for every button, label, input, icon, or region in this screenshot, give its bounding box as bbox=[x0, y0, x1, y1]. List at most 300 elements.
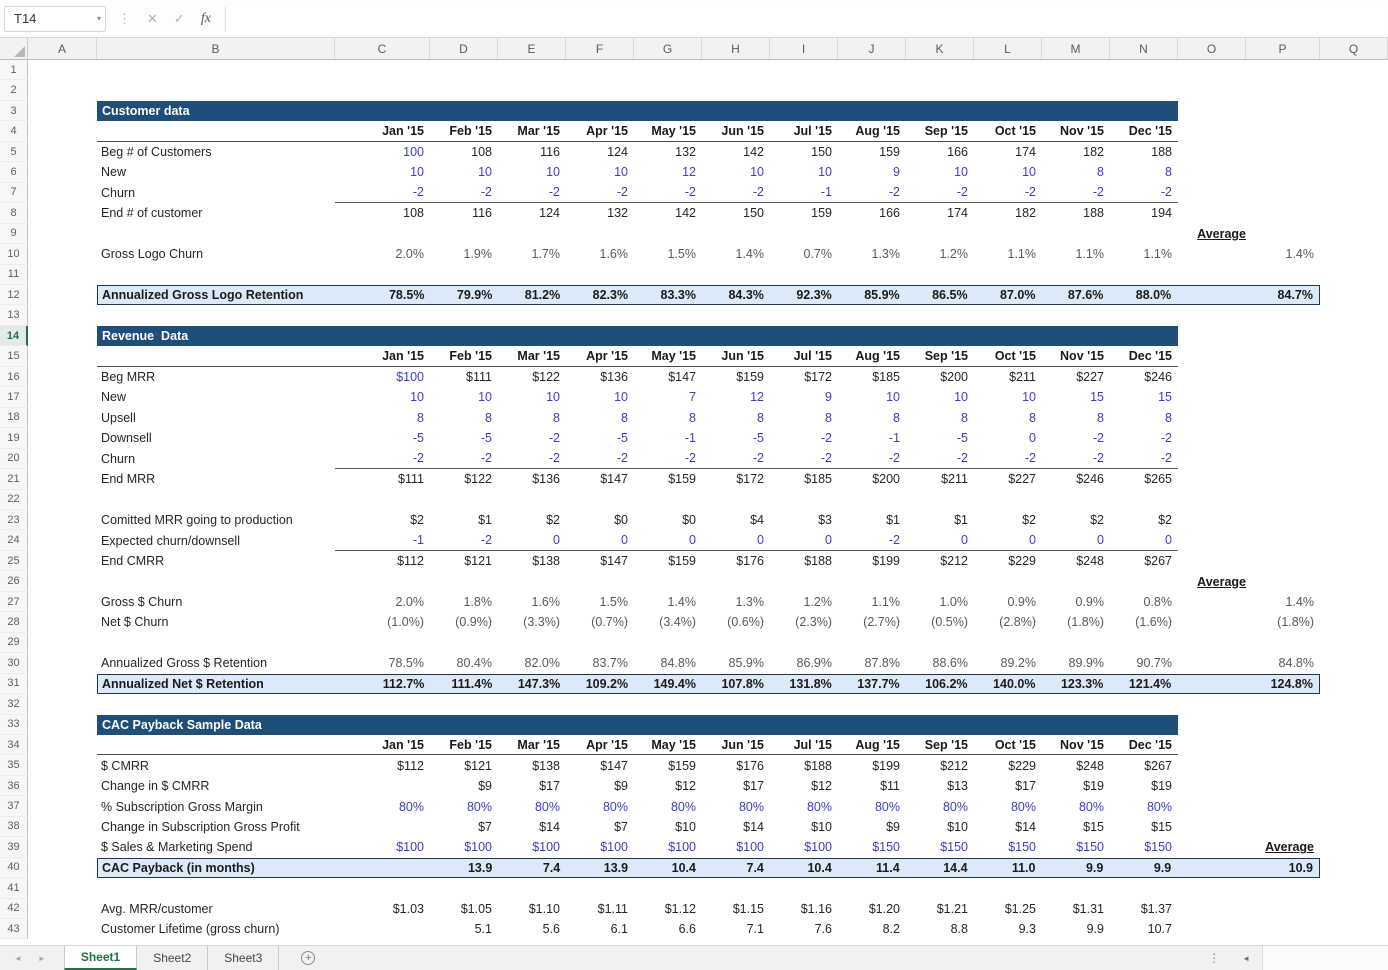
cell[interactable]: 9 bbox=[825, 390, 832, 405]
confirm-icon[interactable]: ✓ bbox=[173, 10, 185, 26]
cell[interactable]: 116 bbox=[540, 145, 560, 160]
cell[interactable]: 1.2% bbox=[803, 595, 832, 609]
cell[interactable]: $227 bbox=[1076, 370, 1104, 385]
row-header-24[interactable]: 24 bbox=[0, 530, 28, 550]
row-header-4[interactable]: 4 bbox=[0, 121, 28, 141]
cell-empty[interactable] bbox=[28, 305, 97, 325]
cell[interactable]: 82.3% bbox=[592, 288, 629, 303]
row-label[interactable]: End # of customer bbox=[101, 206, 203, 221]
cell[interactable]: $1.31 bbox=[1072, 901, 1104, 916]
cell[interactable]: 80% bbox=[466, 799, 492, 814]
cell[interactable]: 10 bbox=[750, 165, 764, 180]
cell[interactable]: -2 bbox=[430, 530, 498, 550]
cell[interactable]: -2 bbox=[906, 449, 974, 469]
row-header-1[interactable]: 1 bbox=[0, 60, 28, 80]
average-cell[interactable]: 1.4% bbox=[1285, 595, 1314, 609]
cell[interactable]: 1.1% bbox=[871, 595, 900, 609]
cell-empty[interactable] bbox=[28, 817, 97, 837]
cell[interactable]: 84.3% bbox=[728, 288, 764, 303]
cell-empty[interactable] bbox=[28, 592, 97, 612]
cell[interactable] bbox=[335, 919, 430, 939]
cell[interactable] bbox=[336, 859, 431, 877]
row-header-13[interactable]: 13 bbox=[0, 305, 28, 325]
cell-empty[interactable] bbox=[28, 490, 97, 510]
cell[interactable]: 9.9 bbox=[1085, 860, 1104, 875]
average-cell[interactable]: (1.8%) bbox=[1277, 615, 1314, 630]
cell[interactable]: -2 bbox=[1160, 431, 1172, 446]
cell[interactable]: $4 bbox=[750, 513, 764, 528]
column-header-h[interactable]: H bbox=[702, 38, 770, 59]
cell[interactable]: $14 bbox=[539, 819, 560, 834]
cell[interactable]: 0 bbox=[634, 530, 702, 550]
average-cell[interactable] bbox=[1246, 510, 1320, 530]
row-header-33[interactable]: 33 bbox=[0, 715, 28, 735]
cell[interactable]: -2 bbox=[566, 449, 634, 469]
cell[interactable]: 109.2% bbox=[585, 676, 629, 691]
sheet-nav-left-icon[interactable]: ◄ bbox=[14, 953, 22, 963]
cell-empty[interactable] bbox=[28, 326, 97, 346]
cell[interactable]: -1 bbox=[684, 431, 696, 446]
cell[interactable]: -2 bbox=[1042, 449, 1110, 469]
cell[interactable]: $185 bbox=[872, 370, 900, 385]
cell[interactable]: 7 bbox=[689, 390, 696, 405]
cell[interactable]: 1.9% bbox=[463, 247, 492, 262]
cell[interactable]: -5 bbox=[480, 431, 492, 446]
cell[interactable]: 88.6% bbox=[932, 656, 968, 671]
row-label[interactable]: Change in Subscription Gross Profit bbox=[101, 819, 300, 834]
cell[interactable]: 6.6 bbox=[678, 922, 696, 937]
cell[interactable]: 80% bbox=[874, 799, 900, 814]
cell[interactable]: 9.9 bbox=[1153, 860, 1172, 875]
average-cell[interactable] bbox=[1246, 469, 1320, 489]
cell[interactable]: 150 bbox=[743, 206, 764, 221]
cell[interactable]: 87.6% bbox=[1067, 288, 1104, 303]
cell[interactable]: $7 bbox=[478, 819, 492, 834]
cell-empty[interactable] bbox=[1178, 244, 1246, 264]
cell[interactable]: $100 bbox=[396, 370, 424, 385]
cell[interactable]: $9 bbox=[478, 779, 492, 794]
row-header-9[interactable]: 9 bbox=[0, 224, 28, 244]
cell[interactable]: 1.1% bbox=[1143, 247, 1172, 262]
cell-empty[interactable] bbox=[28, 101, 97, 121]
cell[interactable]: $100 bbox=[736, 840, 764, 855]
cell-empty[interactable] bbox=[28, 224, 97, 244]
sheet-tab-sheet1[interactable]: Sheet1 bbox=[64, 946, 137, 970]
cell[interactable]: $176 bbox=[736, 554, 764, 569]
cell-empty[interactable] bbox=[1177, 859, 1245, 877]
cell[interactable]: 5.1 bbox=[474, 922, 492, 937]
cell[interactable]: 86.5% bbox=[932, 288, 968, 303]
cell[interactable]: $13 bbox=[947, 779, 968, 794]
cell[interactable]: $2 bbox=[410, 513, 424, 528]
average-cell[interactable] bbox=[1246, 530, 1320, 550]
cell-empty[interactable] bbox=[1178, 367, 1246, 387]
cell[interactable]: 10 bbox=[1022, 165, 1036, 180]
cell[interactable]: $246 bbox=[1076, 472, 1104, 487]
cell[interactable]: 142 bbox=[675, 206, 696, 221]
cell[interactable]: (0.9%) bbox=[455, 615, 492, 630]
cell-empty[interactable] bbox=[28, 121, 97, 141]
cell-empty[interactable] bbox=[97, 571, 1178, 591]
cell-empty[interactable] bbox=[1178, 817, 1246, 837]
cell-empty[interactable] bbox=[28, 878, 97, 898]
row-header-30[interactable]: 30 bbox=[0, 653, 28, 673]
cell[interactable]: (0.6%) bbox=[727, 615, 764, 630]
cell[interactable]: 7.6 bbox=[814, 922, 832, 937]
column-header-n[interactable]: N bbox=[1110, 38, 1178, 59]
cell[interactable]: $112 bbox=[397, 758, 424, 773]
cell[interactable]: 11.4 bbox=[876, 860, 900, 875]
average-cell[interactable] bbox=[1246, 796, 1320, 816]
cell[interactable]: $1.16 bbox=[800, 901, 832, 916]
cell-empty[interactable] bbox=[28, 571, 97, 591]
cell[interactable]: 10.4 bbox=[807, 860, 832, 875]
cell[interactable]: $1.03 bbox=[392, 901, 424, 916]
cell[interactable]: $211 bbox=[1009, 370, 1036, 385]
row-header-41[interactable]: 41 bbox=[0, 878, 28, 898]
cell[interactable]: 12 bbox=[750, 390, 764, 405]
cell-empty[interactable] bbox=[28, 80, 97, 100]
cell[interactable]: (1.0%) bbox=[387, 615, 424, 630]
cell[interactable]: 13.9 bbox=[467, 860, 493, 875]
cell[interactable]: 8 bbox=[961, 410, 968, 425]
cell[interactable]: 89.2% bbox=[1000, 656, 1036, 671]
cell[interactable]: 10.7 bbox=[1147, 922, 1172, 937]
row-label[interactable]: % Subscription Gross Margin bbox=[101, 799, 263, 814]
cell[interactable]: $9 bbox=[614, 779, 628, 794]
cell[interactable]: 1.6% bbox=[531, 595, 560, 609]
cell[interactable]: 79.9% bbox=[456, 288, 493, 303]
row-header-34[interactable]: 34 bbox=[0, 735, 28, 755]
column-header-k[interactable]: K bbox=[906, 38, 974, 59]
row-header-7[interactable]: 7 bbox=[0, 183, 28, 203]
cell[interactable]: 0 bbox=[702, 530, 770, 550]
cell[interactable]: $1 bbox=[478, 513, 492, 528]
cell[interactable]: $1.12 bbox=[664, 901, 696, 916]
cell[interactable]: 92.3% bbox=[796, 288, 832, 303]
cell[interactable]: -2 bbox=[702, 183, 770, 203]
cell[interactable]: $100 bbox=[464, 840, 492, 855]
cell[interactable]: 8 bbox=[825, 410, 832, 425]
cell[interactable]: $176 bbox=[736, 758, 764, 773]
cell[interactable]: $12 bbox=[675, 779, 696, 794]
average-cell[interactable] bbox=[1246, 449, 1320, 469]
cell[interactable]: $121 bbox=[464, 554, 492, 569]
cell[interactable]: 10 bbox=[954, 390, 968, 405]
cell[interactable]: 1.5% bbox=[599, 595, 628, 609]
row-header-16[interactable]: 16 bbox=[0, 367, 28, 387]
row-header-11[interactable]: 11 bbox=[0, 265, 28, 285]
average-cell[interactable] bbox=[1246, 817, 1320, 837]
cell[interactable]: -2 bbox=[838, 530, 906, 550]
row-header-29[interactable]: 29 bbox=[0, 633, 28, 653]
average-cell[interactable]: 84.8% bbox=[1278, 656, 1314, 671]
resize-dots-icon[interactable]: ⋮ bbox=[1208, 951, 1221, 965]
cell[interactable]: $2 bbox=[1090, 513, 1104, 528]
cell[interactable]: 8 bbox=[553, 410, 560, 425]
cell[interactable]: 10 bbox=[410, 390, 424, 405]
sheet-tab-sheet3[interactable]: Sheet3 bbox=[208, 946, 279, 970]
cell-empty[interactable] bbox=[28, 285, 97, 305]
cell[interactable]: -5 bbox=[956, 431, 968, 446]
cell-empty[interactable] bbox=[28, 387, 97, 407]
cell[interactable]: 2.0% bbox=[395, 595, 424, 609]
cell-empty[interactable] bbox=[28, 755, 97, 775]
cell[interactable]: $100 bbox=[804, 840, 832, 855]
column-header-b[interactable]: B bbox=[97, 38, 335, 59]
cell[interactable]: 142 bbox=[743, 145, 764, 160]
cell[interactable]: 81.2% bbox=[524, 288, 561, 303]
cell[interactable]: $229 bbox=[1008, 554, 1036, 569]
row-label[interactable]: New bbox=[101, 165, 127, 180]
row-label[interactable]: $ Sales & Marketing Spend bbox=[101, 840, 253, 855]
cell[interactable]: $212 bbox=[940, 758, 968, 773]
cell-empty[interactable] bbox=[1178, 776, 1246, 796]
cell[interactable]: $14 bbox=[743, 819, 764, 834]
cell[interactable]: 10.4 bbox=[671, 860, 696, 875]
cell[interactable]: 80% bbox=[1146, 799, 1172, 814]
cell[interactable]: $17 bbox=[539, 779, 560, 794]
column-header-d[interactable]: D bbox=[430, 38, 498, 59]
cell[interactable]: 8 bbox=[1165, 410, 1172, 425]
cell[interactable]: $185 bbox=[804, 472, 832, 487]
cell[interactable]: -2 bbox=[838, 449, 906, 469]
row-label[interactable]: Upsell bbox=[101, 410, 136, 425]
cell[interactable]: $0 bbox=[682, 513, 696, 528]
cell-empty[interactable] bbox=[1178, 387, 1246, 407]
cell[interactable]: 0 bbox=[974, 530, 1042, 550]
column-header-m[interactable]: M bbox=[1042, 38, 1110, 59]
cell[interactable]: 132 bbox=[675, 145, 696, 160]
cell-empty[interactable] bbox=[28, 265, 97, 285]
row-header-10[interactable]: 10 bbox=[0, 244, 28, 264]
cell-empty[interactable] bbox=[1178, 755, 1246, 775]
row-header-6[interactable]: 6 bbox=[0, 162, 28, 182]
cell[interactable]: $229 bbox=[1008, 758, 1036, 773]
cell-empty[interactable] bbox=[28, 183, 97, 203]
cell[interactable]: (1.6%) bbox=[1135, 615, 1172, 630]
cell[interactable]: 1.4% bbox=[667, 595, 696, 609]
cell[interactable]: $150 bbox=[1008, 840, 1036, 855]
cell-empty[interactable] bbox=[28, 837, 97, 857]
cell[interactable]: $10 bbox=[947, 819, 968, 834]
cell-empty[interactable] bbox=[28, 530, 97, 550]
row-label[interactable]: CAC Payback (in months) bbox=[102, 860, 255, 875]
row-label[interactable]: $ CMRR bbox=[101, 758, 149, 773]
row-header-15[interactable]: 15 bbox=[0, 346, 28, 366]
cell[interactable]: 10 bbox=[614, 390, 628, 405]
cell[interactable]: $147 bbox=[600, 554, 628, 569]
cell[interactable]: $136 bbox=[600, 370, 628, 385]
cell[interactable]: 107.8% bbox=[721, 676, 764, 691]
cell[interactable]: $1 bbox=[954, 513, 968, 528]
average-cell[interactable] bbox=[1246, 755, 1320, 775]
cell-empty[interactable] bbox=[1178, 551, 1246, 571]
cell-empty[interactable] bbox=[28, 551, 97, 571]
cell[interactable]: 8 bbox=[1097, 410, 1104, 425]
column-header-e[interactable]: E bbox=[498, 38, 566, 59]
cell[interactable]: $212 bbox=[940, 554, 968, 569]
row-label[interactable]: Gross $ Churn bbox=[101, 595, 183, 609]
cell-empty[interactable] bbox=[1178, 183, 1246, 203]
column-header-p[interactable]: P bbox=[1246, 38, 1320, 59]
name-box[interactable] bbox=[4, 6, 106, 32]
cell[interactable]: 0.7% bbox=[803, 247, 832, 262]
cell[interactable]: $15 bbox=[1083, 819, 1104, 834]
cell[interactable]: 8.2 bbox=[882, 922, 900, 937]
cell[interactable]: 86.9% bbox=[796, 656, 832, 671]
cell[interactable] bbox=[335, 817, 430, 837]
row-header-27[interactable]: 27 bbox=[0, 592, 28, 612]
row-label[interactable]: Comitted MRR going to production bbox=[101, 513, 293, 528]
cell[interactable]: 80% bbox=[670, 799, 696, 814]
cell[interactable]: 0 bbox=[906, 530, 974, 550]
cell[interactable]: 80% bbox=[1078, 799, 1104, 814]
cell[interactable]: (1.8%) bbox=[1067, 615, 1104, 630]
cell[interactable] bbox=[335, 776, 430, 796]
cell[interactable]: 166 bbox=[947, 145, 968, 160]
cell[interactable]: 78.5% bbox=[388, 288, 425, 303]
cell[interactable]: 80% bbox=[738, 799, 764, 814]
cell[interactable]: 15 bbox=[1090, 390, 1104, 405]
column-header-g[interactable]: G bbox=[634, 38, 702, 59]
average-cell[interactable]: 124.8% bbox=[1270, 676, 1313, 691]
cell[interactable]: 12 bbox=[682, 165, 696, 180]
formula-input[interactable] bbox=[225, 6, 1384, 32]
cancel-icon[interactable]: ✕ bbox=[147, 10, 158, 26]
cell[interactable]: $147 bbox=[668, 370, 696, 385]
cell[interactable]: 1.5% bbox=[667, 247, 696, 262]
cell[interactable]: $100 bbox=[396, 840, 424, 855]
cell[interactable]: 82.0% bbox=[524, 656, 560, 671]
row-label[interactable]: Beg # of Customers bbox=[101, 145, 212, 160]
average-cell[interactable] bbox=[1246, 142, 1320, 162]
cell[interactable]: 1.2% bbox=[939, 247, 968, 262]
row-header-19[interactable]: 19 bbox=[0, 428, 28, 448]
cell[interactable]: 9.9 bbox=[1086, 922, 1104, 937]
cell[interactable]: -2 bbox=[906, 183, 974, 203]
cell-empty[interactable] bbox=[28, 653, 97, 673]
cell[interactable]: 1.3% bbox=[871, 247, 900, 262]
row-header-37[interactable]: 37 bbox=[0, 796, 28, 816]
cell[interactable]: 182 bbox=[1083, 145, 1104, 160]
cell[interactable]: $10 bbox=[675, 819, 696, 834]
cell[interactable]: 116 bbox=[472, 206, 492, 221]
cell-empty[interactable] bbox=[1178, 592, 1246, 612]
cell[interactable]: $111 bbox=[466, 370, 492, 385]
cell[interactable]: 10 bbox=[478, 390, 492, 405]
cell-empty[interactable] bbox=[1178, 142, 1246, 162]
cell[interactable]: $227 bbox=[1008, 472, 1036, 487]
row-label[interactable]: Churn bbox=[101, 185, 136, 200]
cell[interactable]: -2 bbox=[838, 183, 906, 203]
cell[interactable]: 182 bbox=[1015, 206, 1036, 221]
row-header-18[interactable]: 18 bbox=[0, 408, 28, 428]
cell[interactable]: $1.25 bbox=[1004, 901, 1036, 916]
cell[interactable]: $248 bbox=[1076, 554, 1104, 569]
row-header-20[interactable]: 20 bbox=[0, 449, 28, 469]
cell[interactable]: $267 bbox=[1144, 554, 1172, 569]
row-label[interactable]: Gross Logo Churn bbox=[101, 247, 204, 262]
cell-empty[interactable] bbox=[1178, 428, 1246, 448]
name-box-dropdown-icon[interactable]: ▾ bbox=[96, 14, 101, 23]
cell[interactable]: (0.5%) bbox=[931, 615, 968, 630]
cell[interactable]: 8.8 bbox=[950, 922, 968, 937]
row-label[interactable]: Change in $ CMRR bbox=[101, 779, 210, 794]
cell[interactable]: $147 bbox=[600, 472, 628, 487]
cell-empty[interactable] bbox=[97, 735, 335, 754]
cell[interactable]: $1.11 bbox=[597, 901, 628, 916]
cell[interactable]: $159 bbox=[668, 472, 696, 487]
cell[interactable]: 78.5% bbox=[388, 656, 424, 671]
cell[interactable]: 10 bbox=[478, 165, 492, 180]
cell[interactable]: $159 bbox=[668, 758, 696, 773]
cell[interactable]: 84.8% bbox=[660, 656, 696, 671]
cell[interactable]: $2 bbox=[1022, 513, 1036, 528]
cell[interactable]: -2 bbox=[498, 449, 566, 469]
cell[interactable]: $14 bbox=[1015, 819, 1036, 834]
row-header-3[interactable]: 3 bbox=[0, 101, 28, 121]
row-header-22[interactable]: 22 bbox=[0, 490, 28, 510]
row-header-40[interactable]: 40 bbox=[0, 858, 28, 878]
column-header-a[interactable]: A bbox=[28, 38, 97, 59]
cell[interactable]: 132 bbox=[607, 206, 628, 221]
column-header-j[interactable]: J bbox=[838, 38, 906, 59]
cell[interactable]: $1.21 bbox=[936, 901, 968, 916]
cell[interactable]: $147 bbox=[600, 758, 628, 773]
average-cell[interactable] bbox=[1246, 919, 1320, 939]
cell[interactable]: 88.0% bbox=[1135, 288, 1172, 303]
cell[interactable]: (3.3%) bbox=[523, 615, 560, 630]
cell[interactable]: $136 bbox=[532, 472, 560, 487]
cell-empty[interactable] bbox=[1178, 612, 1246, 632]
cell[interactable]: 188 bbox=[1083, 206, 1104, 221]
cell[interactable]: -2 bbox=[430, 183, 498, 203]
cell-empty[interactable] bbox=[28, 60, 97, 80]
cell[interactable]: $267 bbox=[1144, 758, 1172, 773]
cell[interactable]: $200 bbox=[872, 472, 900, 487]
cell[interactable]: $111 bbox=[398, 472, 424, 487]
cell-empty[interactable] bbox=[28, 899, 97, 919]
cell-empty[interactable] bbox=[28, 633, 97, 653]
cell-empty[interactable] bbox=[28, 367, 97, 387]
row-header-2[interactable]: 2 bbox=[0, 80, 28, 100]
cell-empty[interactable] bbox=[97, 346, 335, 365]
cell[interactable]: -2 bbox=[1110, 449, 1178, 469]
cell[interactable]: 6.1 bbox=[610, 922, 628, 937]
cell[interactable]: -2 bbox=[1092, 431, 1104, 446]
cell[interactable]: -1 bbox=[770, 183, 838, 203]
cell[interactable]: $1.10 bbox=[528, 901, 560, 916]
cell-empty[interactable] bbox=[28, 674, 97, 694]
cell[interactable]: 121.4% bbox=[1128, 676, 1172, 691]
cell[interactable]: 1.7% bbox=[531, 247, 560, 262]
row-header-17[interactable]: 17 bbox=[0, 387, 28, 407]
cell[interactable]: 0 bbox=[566, 530, 634, 550]
cell[interactable]: (3.4%) bbox=[659, 615, 696, 630]
cell[interactable]: 80% bbox=[1010, 799, 1036, 814]
cell[interactable]: 10 bbox=[410, 165, 424, 180]
cell[interactable]: $199 bbox=[872, 554, 900, 569]
cell-empty[interactable] bbox=[28, 858, 97, 878]
cell-empty[interactable] bbox=[1178, 919, 1246, 939]
cell[interactable]: 80% bbox=[942, 799, 968, 814]
cell-empty[interactable] bbox=[28, 796, 97, 816]
cell[interactable]: $138 bbox=[532, 554, 560, 569]
cell-empty[interactable] bbox=[1178, 203, 1246, 223]
cell[interactable]: $1 bbox=[886, 513, 900, 528]
horizontal-scrollbar[interactable] bbox=[1262, 946, 1388, 970]
